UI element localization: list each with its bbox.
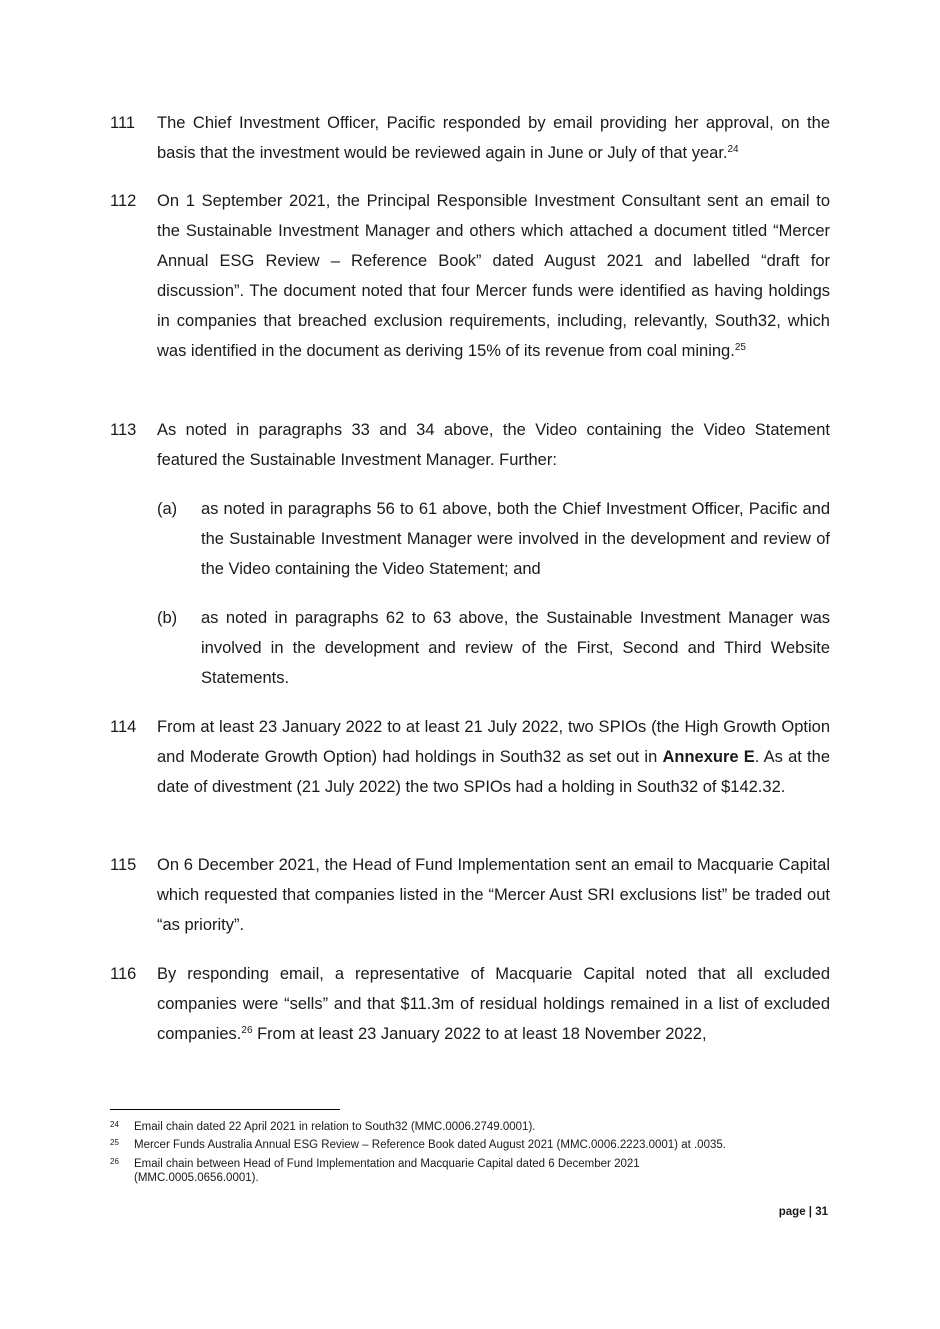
paragraph-111 bbox=[110, 108, 830, 168]
paragraph-number: 111 bbox=[110, 114, 136, 132]
paragraph-text-continued: From at least 23 January 2022 to at least 18 November 2022, bbox=[252, 1025, 707, 1043]
subparagraph-label: (b) bbox=[157, 609, 178, 627]
footnote-ref: 25 bbox=[734, 342, 746, 353]
subparagraph-a bbox=[157, 494, 830, 584]
paragraph-116 bbox=[110, 959, 830, 1049]
paragraph-112 bbox=[110, 186, 830, 366]
paragraph-text: On 1 September 2021, the Principal Responsible Investment Consultant sent an email to the Sustainable Investment Manager and others which attached a document titled “Mercer Annual ESG Review – Reference Book” dated August 2021 and labelled “draft for discussion”. The document noted that four Mercer funds were identified as having holdings in companies that breached exclusion requirements, including, relevantly, South32, which was identified in the document as deriving 15% of its revenue from coal mining. bbox=[157, 192, 830, 360]
paragraph-text: On 6 December 2021, the Head of Fund Implementation sent an email to Macquarie Capital which requested that companies listed in the “Mercer Aust SRI exclusions list” be traded out “as priority”. bbox=[157, 856, 830, 934]
footnote-number: 24 bbox=[110, 1120, 119, 1129]
paragraph-113 bbox=[110, 415, 830, 475]
paragraph-number: 115 bbox=[110, 856, 137, 874]
paragraph-number: 113 bbox=[110, 421, 137, 439]
footnote-number: 26 bbox=[110, 1157, 119, 1166]
subparagraph-text: as noted in paragraphs 62 to 63 above, the Sustainable Investment Manager was involved in the development and review of the First, Second and Third Website Statements. bbox=[201, 609, 830, 687]
paragraph-115 bbox=[110, 850, 830, 940]
footnote-divider bbox=[110, 1109, 340, 1110]
footnote-26 bbox=[110, 1157, 810, 1185]
annexure-reference: Annexure E bbox=[662, 748, 755, 766]
subparagraph-text: as noted in paragraphs 56 to 61 above, both the Chief Investment Officer, Pacific and the Sustainable Investment Manager were involved in the development and review of the Video containing the Video Statement; and bbox=[201, 500, 830, 578]
footnote-ref: 24 bbox=[727, 144, 739, 155]
subparagraph-b bbox=[157, 603, 830, 693]
paragraph-text: As noted in paragraphs 33 and 34 above, the Video containing the Video Statement featured the Sustainable Investment Manager. Further: bbox=[157, 421, 830, 469]
footnote-number: 25 bbox=[110, 1138, 119, 1147]
footnote-24 bbox=[110, 1120, 810, 1134]
paragraph-number: 116 bbox=[110, 965, 137, 983]
paragraph-text-continued: . As at the date of divestment (21 July 2022) the two SPIOs had a holding in South32 of $142.32. bbox=[157, 748, 830, 796]
paragraph-number: 114 bbox=[110, 718, 137, 736]
paragraph-text: From at least 23 January 2022 to at least 21 July 2022, two SPIOs (the High Growth Option and Moderate Growth Option) had holdings in South32 as set out in bbox=[157, 718, 830, 766]
footnote-25 bbox=[110, 1138, 810, 1152]
page-number: page | 31 bbox=[778, 1206, 828, 1218]
subparagraph-label: (a) bbox=[157, 500, 178, 518]
footnote-text: Email chain dated 22 April 2021 in relation to South32 (MMC.0006.2749.0001). bbox=[134, 1121, 536, 1133]
footnote-text: Mercer Funds Australia Annual ESG Review – Reference Book dated August 2021 (MMC.0006.2223.0001) at .0035. bbox=[134, 1139, 726, 1151]
paragraph-text: The Chief Investment Officer, Pacific responded by email providing her approval, on the basis that the investment would be reviewed again in June or July of that year. bbox=[157, 114, 830, 162]
footnote-text: Email chain between Head of Fund Implementation and Macquarie Capital dated 6 December 2021 (MMC.0005.0656.0001). bbox=[134, 1158, 640, 1184]
footnote-ref: 26 bbox=[241, 1025, 253, 1036]
paragraph-text: By responding email, a representative of Macquarie Capital noted that all excluded companies were “sells” and that $11.3m of residual holdings remained in a list of excluded companies. bbox=[157, 965, 830, 1043]
paragraph-114 bbox=[110, 712, 830, 802]
paragraph-number: 112 bbox=[110, 192, 137, 210]
